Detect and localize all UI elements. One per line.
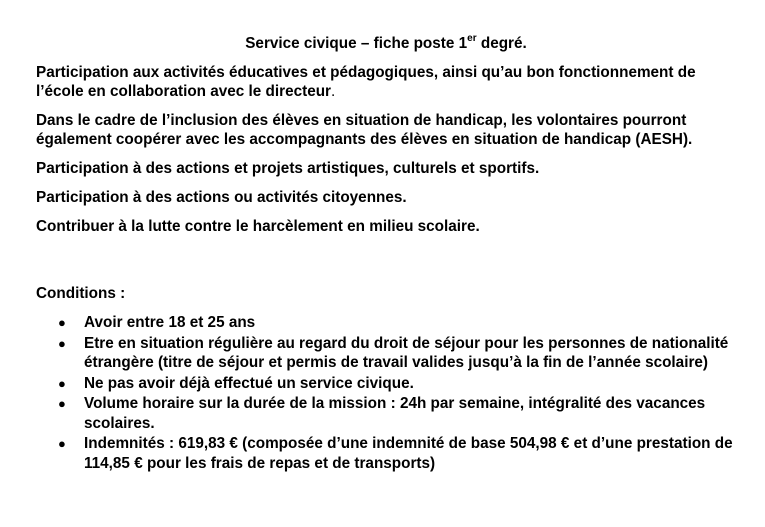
title-superscript: er xyxy=(467,32,477,44)
paragraph-text: Dans le cadre de l’inclusion des élèves en situation de handicap, les volontaires pourront également coopérer avec les accompagnants des élèves en situation de handicap (AESH). xyxy=(36,112,693,148)
bullet-icon: ● xyxy=(58,315,66,330)
page-title xyxy=(36,34,736,53)
list-item xyxy=(36,394,736,433)
paragraph-text: Contribuer à la lutte contre le harcèlement en milieu scolaire. xyxy=(36,218,480,235)
list-item-text: Ne pas avoir déjà effectué un service civique. xyxy=(84,374,414,392)
bullet-icon: ● xyxy=(58,436,66,451)
title-text: Service civique – fiche poste 1 xyxy=(245,35,468,52)
list-item xyxy=(36,313,736,333)
list-item-text: Etre en situation régulière au regard du droit de séjour pour les personnes de nationalité étrangère (titre de séjour et permis de travail valides jusqu’à la fin de l’année scolaire) xyxy=(84,334,729,371)
paragraph-text: Participation à des actions et projets artistiques, culturels et sportifs. xyxy=(36,160,540,177)
paragraph-text: Participation à des actions ou activités citoyennes. xyxy=(36,189,407,206)
paragraph-harassment xyxy=(36,217,736,236)
paragraph-tail: . xyxy=(331,83,336,100)
paragraph-activities xyxy=(36,63,736,101)
paragraph-projects xyxy=(36,159,736,178)
list-item xyxy=(36,374,736,394)
paragraph-citizenship xyxy=(36,188,736,207)
list-item-text: Volume horaire sur la durée de la mission : 24h par semaine, intégralité des vacances scolaires. xyxy=(84,395,706,432)
list-item xyxy=(36,434,736,473)
paragraph-text: Participation aux activités éducatives et pédagogiques, ainsi qu’au bon fonctionnement de l’école en collaboration avec le directeur xyxy=(36,64,696,100)
bullet-icon: ● xyxy=(58,335,66,351)
document-body xyxy=(36,34,736,474)
conditions-list xyxy=(36,313,736,473)
list-item-text: Avoir entre 18 et 25 ans xyxy=(84,314,256,331)
section-spacer xyxy=(36,246,736,284)
title-suffix: degré. xyxy=(476,35,527,52)
conditions-heading: Conditions : xyxy=(36,285,126,302)
bullet-icon: ● xyxy=(58,375,66,391)
bullet-icon: ● xyxy=(58,396,66,411)
list-item-text: Indemnités : 619,83 € (composée d’une indemnité de base 504,98 € et d’une prestation de 114,85 € pour les frais de repas et de transports) xyxy=(84,435,733,472)
paragraph-inclusion xyxy=(36,111,736,149)
list-item xyxy=(36,334,736,373)
